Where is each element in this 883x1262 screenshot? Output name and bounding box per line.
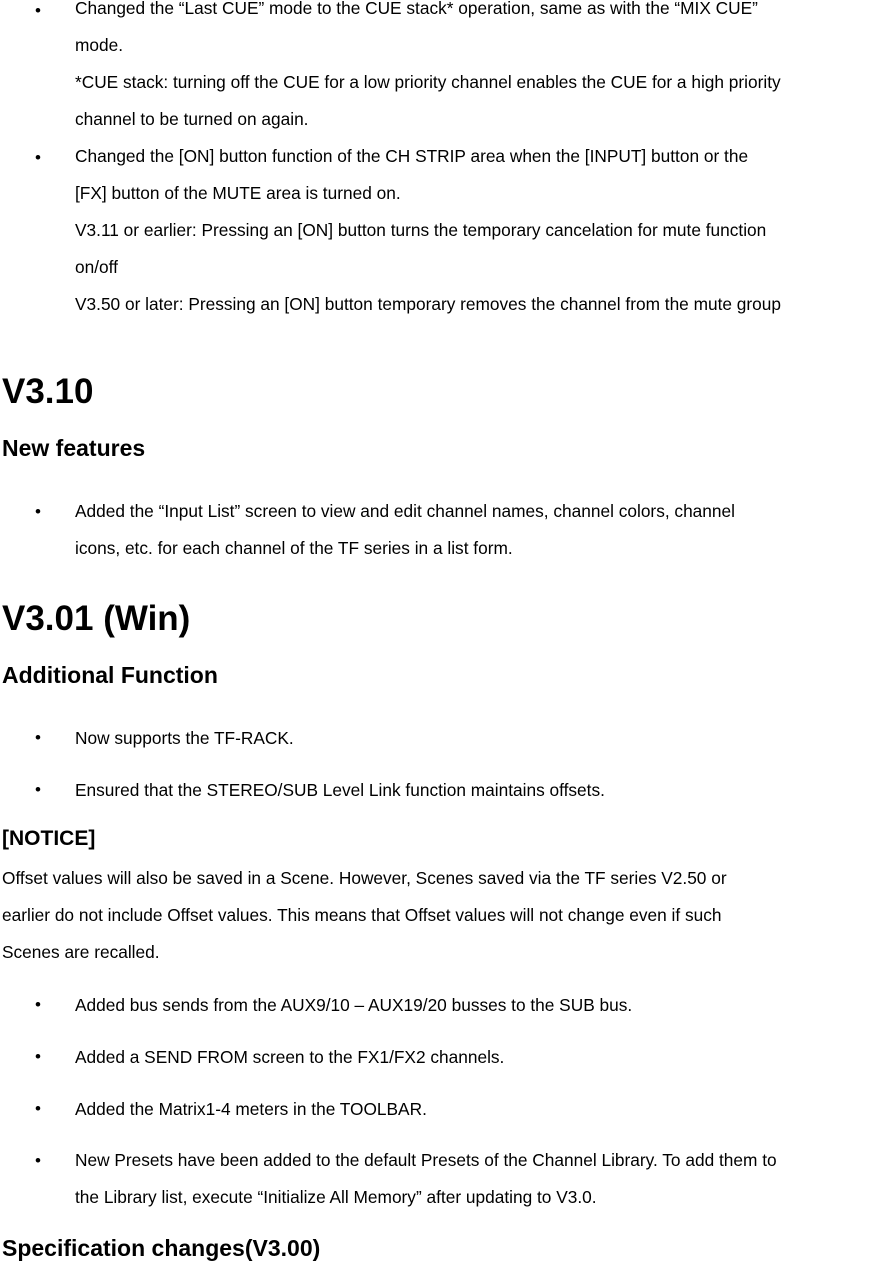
bullet-marker: • [35,1,41,20]
bullet-line: Changed the “Last CUE” mode to the CUE stack* operation, same as with the “MIX CUE” [75,0,758,18]
heading-v310: V3.10 [2,372,94,411]
bullet-line: icons, etc. for each channel of the TF series in a list form. [75,538,513,558]
bullet-line: on/off [75,257,118,277]
bullet-marker: • [35,148,41,167]
bullet-line: Ensured that the STEREO/SUB Level Link function maintains offsets. [75,780,605,800]
bullet-line: [FX] button of the MUTE area is turned on. [75,183,401,203]
notice-title: [NOTICE] [2,827,96,850]
bullet-line: channel to be turned on again. [75,109,309,129]
bullet-line: V3.50 or later: Pressing an [ON] button temporary removes the channel from the mute group [75,294,782,314]
bullet-marker: • [35,728,41,747]
notice-line: earlier do not include Offset values. This means that Offset values will not change even if such [2,905,722,925]
bullet-marker: • [35,1047,41,1066]
bullet-line: Added the Matrix1-4 meters in the TOOLBAR. [75,1099,427,1119]
heading-spec-changes: Specification changes(V3.00) [2,1235,321,1261]
heading-v301: V3.01 (Win) [2,599,191,638]
bullet-line: Added a SEND FROM screen to the FX1/FX2 channels. [75,1047,505,1067]
bullet-marker: • [35,1151,41,1170]
bullet-marker: • [35,780,41,799]
bullet-line: Changed the [ON] button function of the CH STRIP area when the [INPUT] button or the [75,146,749,166]
subheading-new-features: New features [2,435,146,461]
subheading-additional-function: Additional Function [2,662,218,688]
bullet-marker: • [35,995,41,1014]
bullet-line: Added bus sends from the AUX9/10 – AUX19/20 busses to the SUB bus. [75,995,633,1015]
bullet-marker: • [35,502,41,521]
notice-paragraph [2,860,727,971]
bullet-line: the Library list, execute “Initialize All Memory” after updating to V3.0. [75,1187,597,1207]
bullet-line: Added the “Input List” screen to view and edit channel names, channel colors, channel [75,501,735,521]
notice-line: Offset values will also be saved in a Scene. However, Scenes saved via the TF series V2.50 or [2,868,727,888]
bullet-marker: • [35,1099,41,1118]
notice-line: Scenes are recalled. [2,942,160,962]
bullet-line: Now supports the TF-RACK. [75,728,294,748]
bullet-line: New Presets have been added to the default Presets of the Channel Library. To add them to [75,1150,777,1170]
bullet-line: mode. [75,35,124,55]
bullet-line: V3.11 or earlier: Pressing an [ON] button turns the temporary cancelation for mute function [75,220,767,240]
bullet-line: *CUE stack: turning off the CUE for a low priority channel enables the CUE for a high priority [75,72,781,92]
